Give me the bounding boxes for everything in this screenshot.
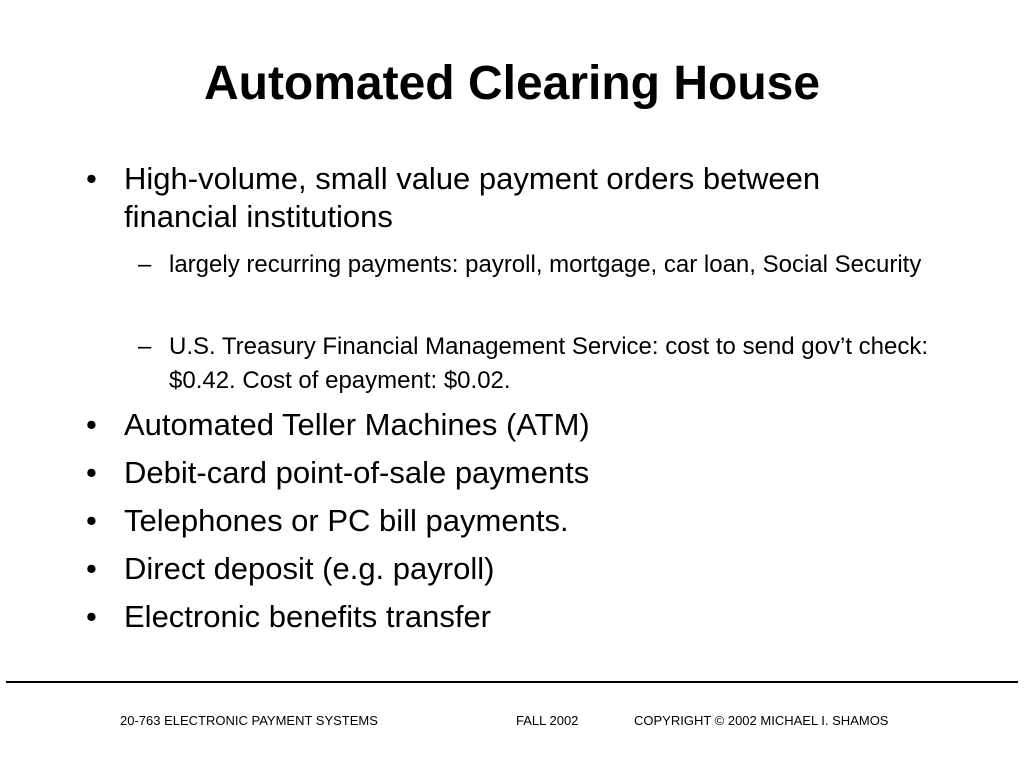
bullet-item	[86, 160, 926, 236]
bullet-item	[86, 406, 926, 444]
bullet-marker: •	[86, 455, 97, 490]
sub-bullet-marker: –	[138, 333, 152, 360]
bullet-marker: •	[86, 551, 97, 586]
bullet-text: High-volume, small value payment orders between financial institutions	[124, 161, 821, 234]
bullet-item	[86, 550, 926, 588]
bullet-text: Direct deposit (e.g. payroll)	[124, 551, 495, 586]
bullet-item	[86, 454, 926, 492]
bullet-marker: •	[86, 503, 97, 538]
bullet-marker: •	[86, 407, 97, 442]
bullet-text: Debit-card point-of-sale payments	[124, 455, 590, 490]
sub-bullet-text: U.S. Treasury Financial Management Service: cost to send gov’t check: $0.42. Cost of epayment: $0.02.	[169, 333, 929, 394]
sub-bullet-marker: –	[138, 251, 152, 278]
sub-bullet-item	[138, 330, 928, 398]
bullet-item	[86, 598, 926, 636]
footer-copyright: COPYRIGHT © 2002 MICHAEL I. SHAMOS	[634, 713, 889, 728]
bullet-text: Electronic benefits transfer	[124, 599, 492, 634]
bullet-marker: •	[86, 599, 97, 634]
sub-bullet-item	[138, 248, 928, 282]
sub-bullet-text: largely recurring payments: payroll, mortgage, car loan, Social Security	[169, 251, 922, 278]
bullet-marker: •	[86, 161, 97, 196]
bullet-text: Telephones or PC bill payments.	[124, 503, 569, 538]
footer-divider	[6, 681, 1018, 683]
footer-course: 20-763 ELECTRONIC PAYMENT SYSTEMS	[120, 713, 378, 728]
bullet-item	[86, 502, 926, 540]
footer-term: FALL 2002	[516, 713, 579, 728]
slide-title: Automated Clearing House	[203, 57, 821, 110]
bullet-text: Automated Teller Machines (ATM)	[124, 407, 590, 442]
